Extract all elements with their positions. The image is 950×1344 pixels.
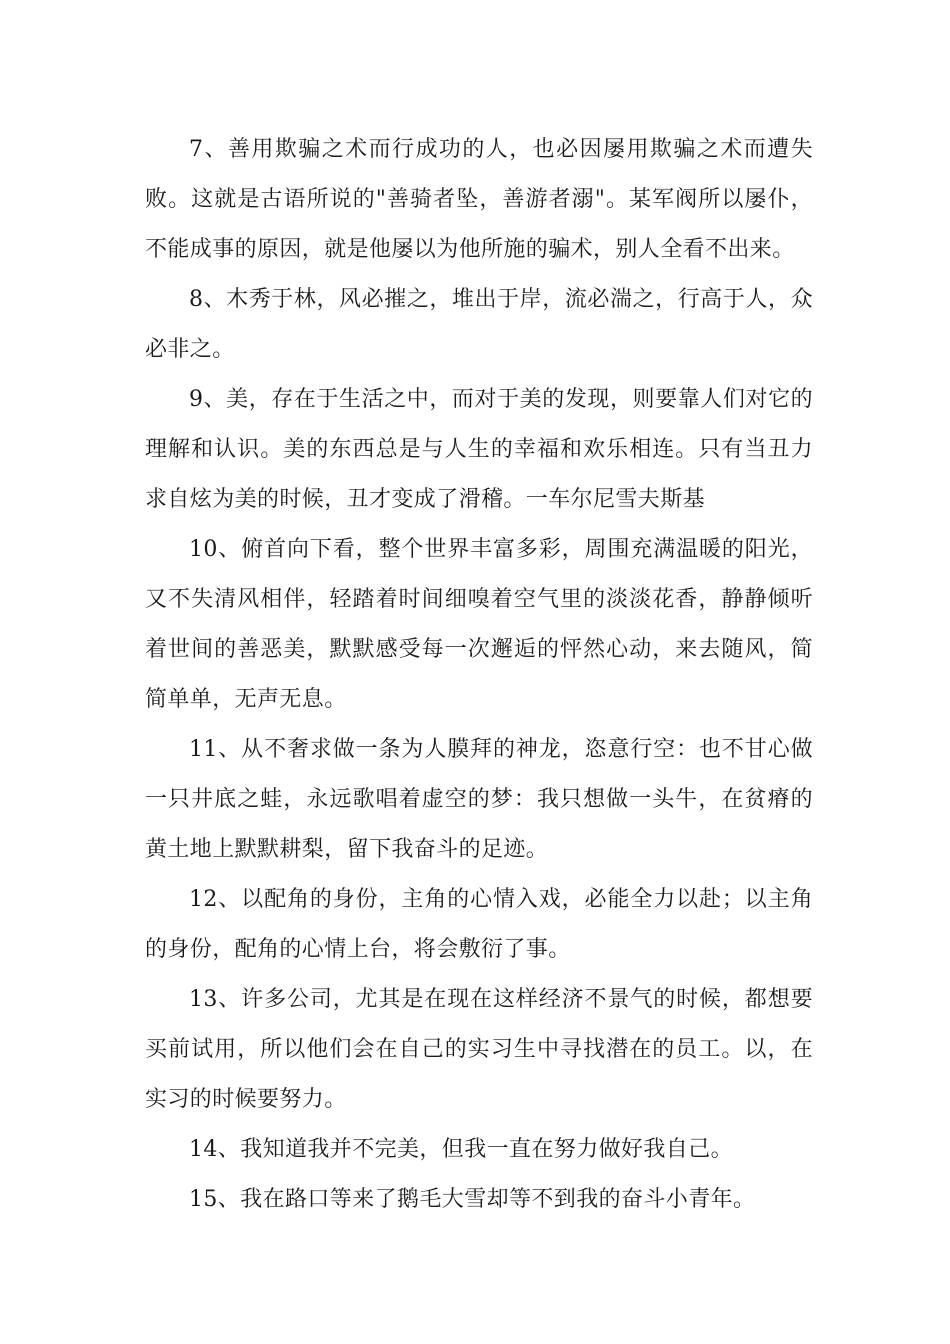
paragraph-11: 11、从不奢求做一条为人膜拜的神龙，恣意行空：也不甘心做一只井底之蛙，永远歌唱着虚空的梦：我只想做一头牛，在贫瘠的黄土地上默默耕梨，留下我奋斗的足迹。 [145,737,813,862]
document-body [145,125,813,1225]
paragraph-14: 14、我知道我并不完美，但我一直在努力做好我自己。 [189,1137,733,1162]
paragraph-13: 13、许多公司，尤其是在现在这样经济不景气的时候，都想要买前试用，所以他们会在自己的实习生中寻找潜在的员工。以，在实习的时候要努力。 [145,987,813,1112]
paragraph-12: 12、以配角的身份，主角的心情入戏，必能全力以赴；以主角的身份，配角的心情上台，将会敷衍了事。 [145,887,813,962]
paragraph-8: 8、木秀于林，风必摧之，堆出于岸，流必湍之，行高于人，众必非之。 [145,287,813,362]
paragraph-7: 7、善用欺骗之术而行成功的人，也必因屡用欺骗之术而遭失败。这就是古语所说的"善骑者坠，善游者溺"。某军阀所以屡仆，不能成事的原因，就是他屡以为他所施的骗术，别人全看不出来。 [145,137,813,262]
paragraph-10: 10、俯首向下看，整个世界丰富多彩，周围充满温暖的阳光，又不失清风相伴，轻踏着时间细嗅着空气里的淡淡花香，静静倾听着世间的善恶美，默默感受每一次邂逅的怦然心动，来去随风，简简单单，无声无息。 [145,537,813,712]
paragraph-9: 9、美，存在于生活之中，而对于美的发现，则要靠人们对它的理解和认识。美的东西总是与人生的幸福和欢乐相连。只有当丑力求自炫为美的时候，丑才变成了滑稽。一车尔尼雪夫斯基 [145,387,813,512]
paragraph-15: 15、我在路口等来了鹅毛大雪却等不到我的奋斗小青年。 [189,1187,756,1212]
